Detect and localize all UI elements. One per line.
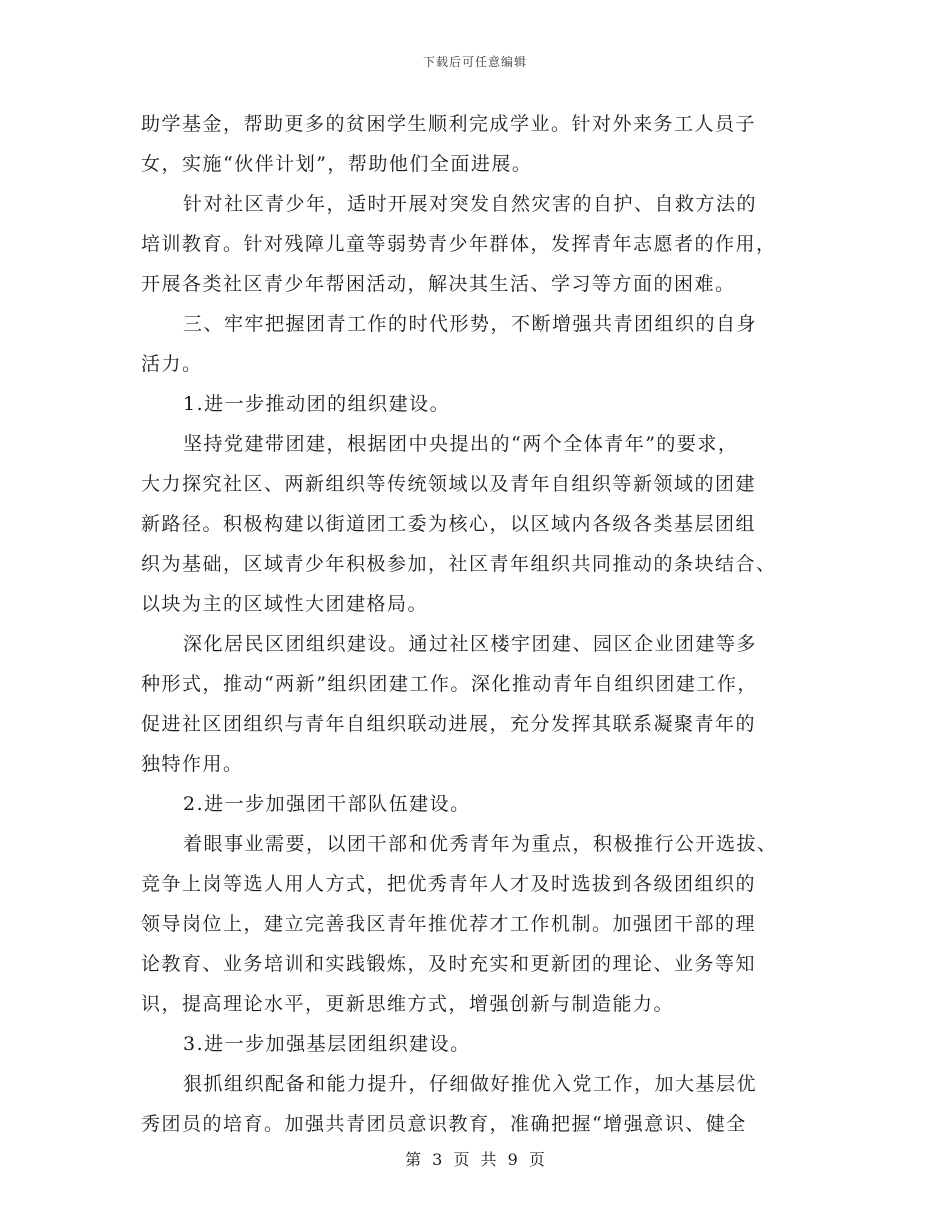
text-line: 种形式，推动“两新”组织团建工作。深化推动青年自组织团建工作， <box>141 673 758 695</box>
text-line: 织为基础，区域青少年积极参加，社区青年组织共同推动的条块结合、 <box>141 553 777 575</box>
text-line: 助学基金，帮助更多的贫困学生顺利完成学业。针对外来务工人员子 <box>141 113 757 135</box>
text-line: 1.进一步推动团的组织建设。 <box>183 393 451 415</box>
text-line: 着眼事业需要，以团干部和优秀青年为重点，积极推行公开选拔、 <box>183 833 778 855</box>
document-body <box>141 104 813 1144</box>
text-line: 秀团员的培育。加强共青团员意识教育，准确把握“增强意识、健全 <box>141 1113 747 1135</box>
text-line: 深化居民区团组织建设。通过社区楼宇团建、园区企业团建等多 <box>183 633 758 655</box>
text-line: 培训教育。针对残障儿童等弱势青少年群体，发挥青年志愿者的作用， <box>141 233 777 255</box>
text-line: 新路径。积极构建以街道团工委为核心，以区域内各级各类基层团组 <box>141 513 757 535</box>
page-number-footer: 第 3 页 共 9 页 <box>405 1150 545 1169</box>
text-line: 以块为主的区域性大团建格局。 <box>141 593 429 615</box>
text-line: 3.进一步加强基层团组织建设。 <box>183 1033 471 1055</box>
text-line: 开展各类社区青少年帮困活动，解决其生活、学习等方面的困难。 <box>141 273 736 295</box>
text-line: 狠抓组织配备和能力提升，仔细做好推优入党工作，加大基层优 <box>183 1073 758 1095</box>
text-line: 2.进一步加强团干部队伍建设。 <box>183 793 471 815</box>
text-line: 三、牢牢把握团青工作的时代形势，不断增强共青团组织的自身 <box>183 313 758 335</box>
text-line: 坚持党建带团建，根据团中央提出的“两个全体青年”的要求， <box>183 433 739 455</box>
text-line: 独特作用。 <box>141 753 244 775</box>
text-line: 针对社区青少年，适时开展对突发自然灾害的自护、自救方法的 <box>183 193 758 215</box>
page-header: 下载后可任意编辑 <box>422 55 527 69</box>
text-line: 女，实施“伙伴计划”，帮助他们全面进展。 <box>141 153 533 175</box>
text-line: 促进社区团组织与青年自组织联动进展，充分发挥其联系凝聚青年的 <box>141 713 757 735</box>
text-line: 竞争上岗等选人用人方式，把优秀青年人才及时选拔到各级团组织的 <box>141 873 757 895</box>
text-line: 活力。 <box>141 353 203 375</box>
text-line: 识，提高理论水平，更新思维方式，增强创新与制造能力。 <box>141 993 675 1015</box>
text-line: 领导岗位上，建立完善我区青年推优荐才工作机制。加强团干部的理 <box>141 913 757 935</box>
text-line: 论教育、业务培训和实践锻炼，及时充实和更新团的理论、业务等知 <box>141 953 757 975</box>
text-line: 大力探究社区、两新组织等传统领域以及青年自组织等新领域的团建 <box>141 473 757 495</box>
